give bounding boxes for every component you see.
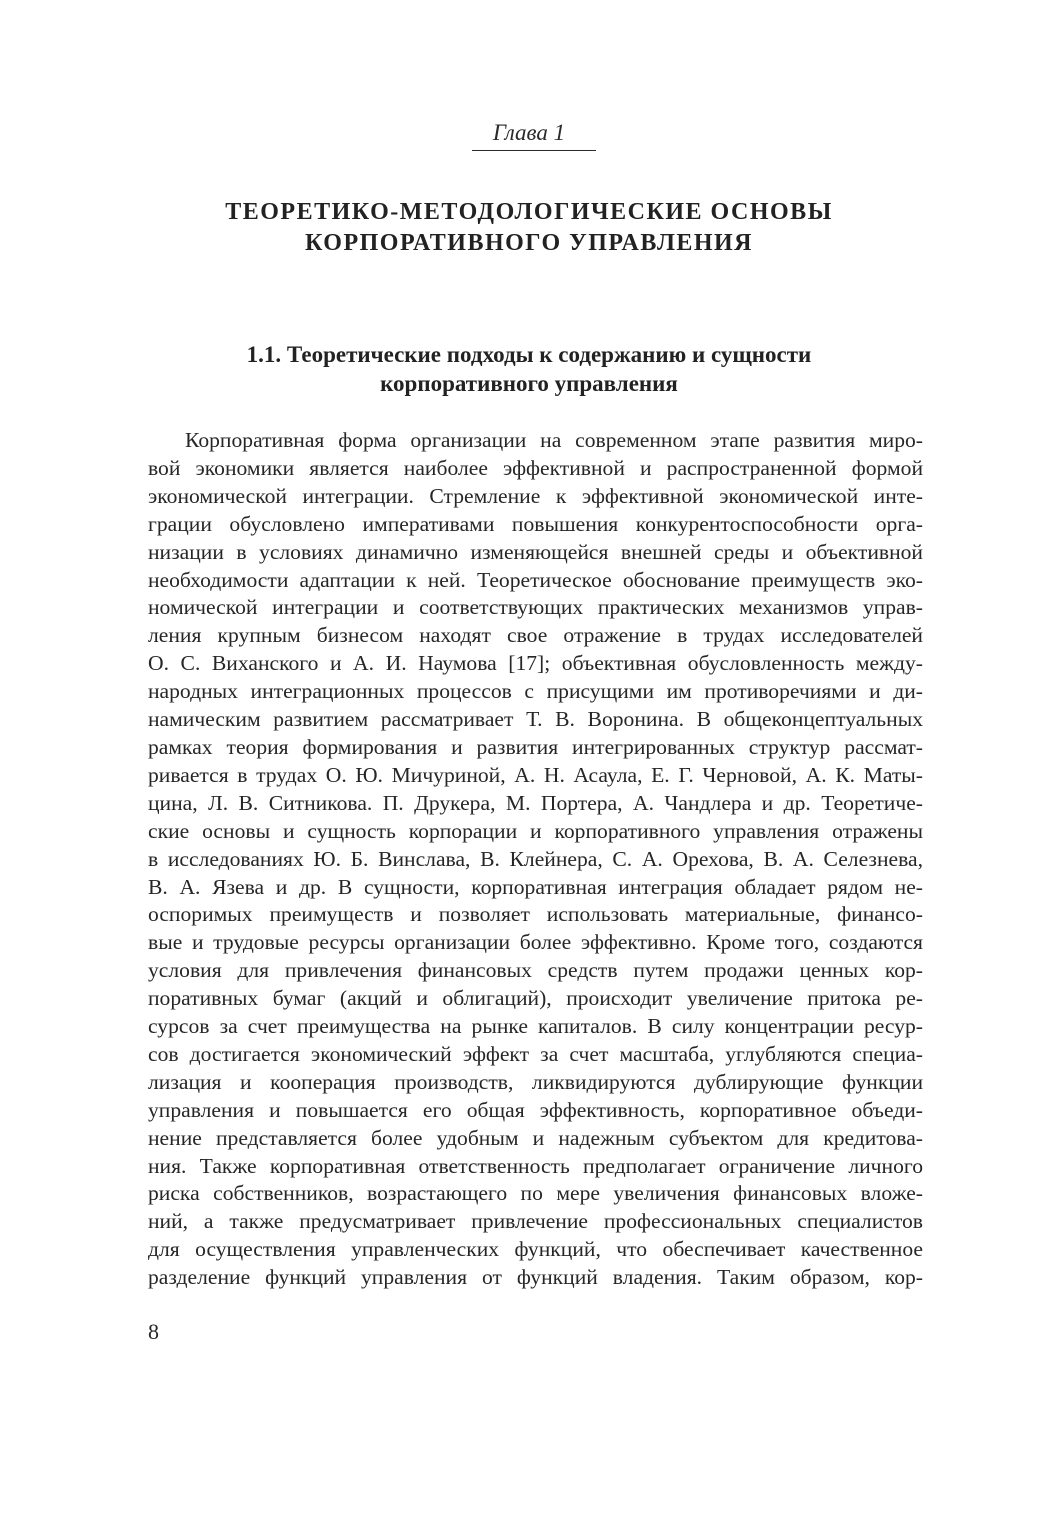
- paragraph-line: для осуществления управленческих функций, что обеспечивает качественное: [148, 1237, 923, 1262]
- section-title-line: 1.1. Теоретические подходы к содержанию и сущности: [246, 342, 812, 367]
- paragraph-line: нение представляется более удобным и надежным субъектом для кредитова-: [148, 1125, 923, 1150]
- paragraph-line: необходимости адаптации к ней. Теоретическое обоснование преимуществ эко-: [148, 567, 923, 592]
- chapter-label: Глава 1: [492, 120, 566, 145]
- paragraph-line: В. А. Язева и др. В сущности, корпоративная интеграция обладает рядом не-: [148, 874, 923, 899]
- paragraph-line: намическим развитием рассматривает Т. В. Воронина. В общеконцептуальных: [148, 707, 923, 732]
- paragraph-line: низации в условиях динамично изменяющейся внешней среды и объективной: [148, 539, 923, 564]
- paragraph-line: номической интеграции и соответствующих практических механизмов управ-: [148, 595, 923, 620]
- chapter-title-line: ТЕОРЕТИКО-МЕТОДОЛОГИЧЕСКИЕ ОСНОВЫ: [225, 199, 833, 225]
- paragraph-line: оспоримых преимуществ и позволяет использовать материальные, финансо-: [148, 902, 923, 927]
- paragraph-line: риска собственников, возрастающего по мере увеличения финансовых вложе-: [148, 1181, 923, 1206]
- paragraph-line: ний, а также предусматривает привлечение профессиональных специалистов: [148, 1209, 923, 1234]
- paragraph-line: вой экономики является наиболее эффективной и распространенной формой: [148, 455, 923, 480]
- paragraph-line: условия для привлечения финансовых средств путем продажи ценных кор-: [148, 958, 923, 983]
- paragraph-line: лизация и кооперация производств, ликвидируются дублирующие функции: [148, 1069, 923, 1094]
- paragraph-line: ления крупным бизнесом находят свое отражение в трудах исследователей: [148, 623, 923, 648]
- body-paragraph: [148, 427, 923, 1292]
- chapter-title-line: КОРПОРАТИВНОГО УПРАВЛЕНИЯ: [305, 230, 753, 256]
- paragraph-line: ривается в трудах О. Ю. Мичуриной, А. Н. Асаула, Е. Г. Черновой, А. К. Маты-: [148, 762, 923, 787]
- paragraph-line: грации обусловлено императивами повышения конкурентоспособности орга-: [148, 511, 923, 536]
- paragraph-line: сов достигается экономический эффект за счет масштаба, углубляются специа-: [148, 1041, 923, 1066]
- paragraph-line: управления и повышается его общая эффективность, корпоративное объеди-: [148, 1097, 923, 1122]
- paragraph-line: народных интеграционных процессов с присущими им противоречиями и ди-: [148, 679, 923, 704]
- paragraph-line: ния. Также корпоративная ответственность предполагает ограничение личного: [148, 1153, 923, 1178]
- paragraph-line: в исследованиях Ю. Б. Винслава, В. Клейнера, С. А. Орехова, В. А. Селезнева,: [148, 846, 923, 871]
- chapter-underline: [472, 150, 596, 151]
- paragraph-line: рамках теория формирования и развития интегрированных структур рассмат-: [148, 734, 923, 759]
- paragraph-line: Корпоративная форма организации на современном этапе развития миро-: [185, 428, 923, 452]
- paragraph-line: ские основы и сущность корпорации и корпоративного управления отражены: [148, 818, 923, 843]
- paragraph-line: экономической интеграции. Стремление к эффективной экономической инте-: [148, 483, 923, 508]
- section-title-line: корпоративного управления: [380, 371, 678, 396]
- page-number: 8: [148, 1319, 159, 1344]
- paragraph-line: О. С. Виханского и А. И. Наумова [17]; объективная обусловленность между-: [148, 651, 923, 676]
- paragraph-line: сурсов за счет преимущества на рынке капиталов. В силу концентрации ресур-: [148, 1014, 923, 1039]
- chapter-title: [80, 197, 978, 259]
- paragraph-line: цина, Л. В. Ситникова. П. Друкера, М. Портера, А. Чандлера и др. Теоретиче-: [148, 790, 923, 815]
- paragraph-line: вые и трудовые ресурсы организации более эффективно. Кроме того, создаются: [148, 930, 923, 955]
- paragraph-line: разделение функций управления от функций владения. Таким образом, кор-: [148, 1265, 923, 1290]
- paragraph-line: поративных бумаг (акций и облигаций), происходит увеличение притока ре-: [148, 986, 923, 1011]
- section-title: [80, 340, 978, 398]
